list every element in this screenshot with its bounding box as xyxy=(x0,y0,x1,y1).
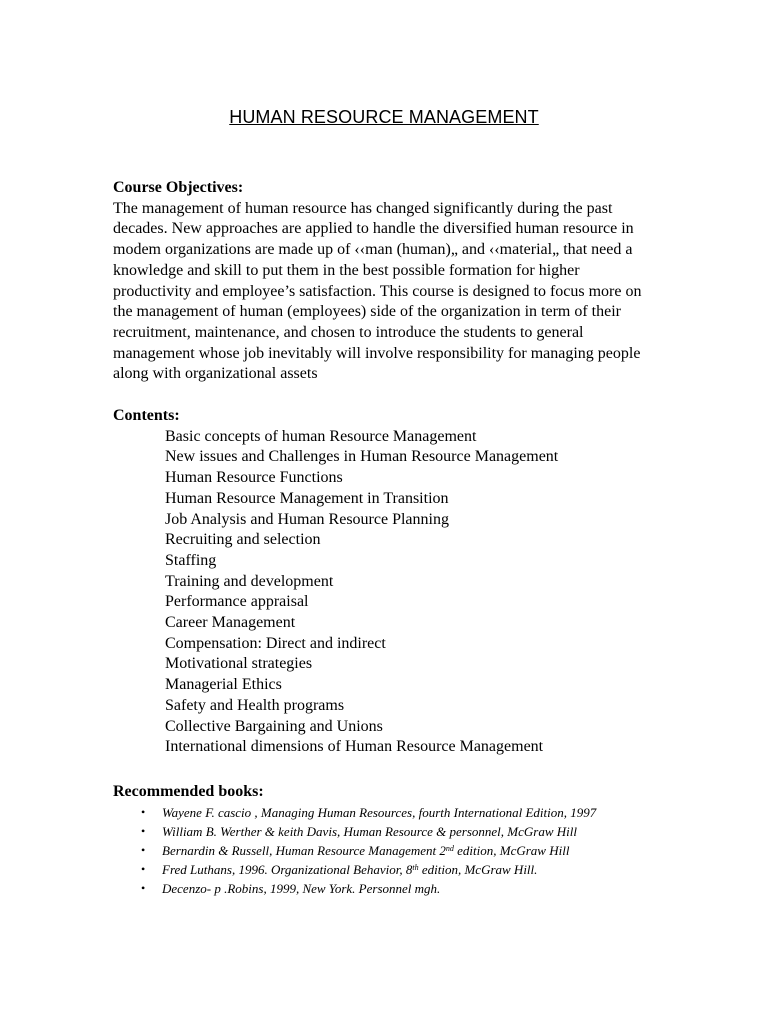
recommended-books-section xyxy=(113,782,653,898)
contents-heading: Contents: xyxy=(113,407,180,424)
book-citation-rest: edition, McGraw Hill xyxy=(453,842,570,858)
book-citation: Wayene F. cascio , Managing Human Resources, fourth International Edition, 1997 xyxy=(162,804,597,820)
book-citation: Decenzo- p .Robins, 1999, New York. Personnel mgh. xyxy=(162,880,441,896)
contents-item: Collective Bargaining and Unions xyxy=(165,717,383,735)
books-list xyxy=(113,803,653,898)
contents-item: Safety and Health programs xyxy=(165,696,345,714)
bullet-icon: • xyxy=(141,880,146,895)
course-objectives-heading: Course Objectives: xyxy=(113,179,244,196)
contents-item: Managerial Ethics xyxy=(165,676,282,694)
book-item xyxy=(113,841,653,860)
bullet-icon: • xyxy=(141,823,146,838)
book-citation: Bernardin & Russell, Human Resource Management 2 xyxy=(162,842,446,858)
contents-item: Career Management xyxy=(165,614,296,632)
contents-list xyxy=(113,427,673,758)
contents-item: Human Resource Management in Transition xyxy=(165,489,449,507)
bullet-icon: • xyxy=(141,861,146,876)
contents-item: Job Analysis and Human Resource Planning xyxy=(165,510,449,528)
contents-item: New issues and Challenges in Human Resource Management xyxy=(165,448,559,466)
book-item xyxy=(113,803,653,822)
course-objectives-text: The management of human resource has changed significantly during the past decades. New approaches are applied to handle the diversified human resource in modem organizations are made up of ‹‹man (human)„ and ‹‹material„ that need a knowledge and skill to put them in the best possible formation for higher productivity and employee’s satisfaction. This course is designed to focus more on the management of human (employees) side of the organization in term of their recruitment, maintenance, and chosen to introduce the students to general management whose job inevitably will involve responsibility for managing people along with organizational assets xyxy=(113,199,642,383)
book-citation: Fred Luthans, 1996. Organizational Behavior, 8 xyxy=(162,861,413,877)
contents-item: Compensation: Direct and indirect xyxy=(165,634,386,652)
book-item xyxy=(113,860,653,879)
ordinal-suffix: th xyxy=(412,862,419,872)
book-item xyxy=(113,879,653,898)
ordinal-suffix: nd xyxy=(445,843,454,853)
bullet-icon: • xyxy=(141,804,146,819)
book-citation-rest: edition, McGraw Hill. xyxy=(418,861,538,877)
course-objectives-section xyxy=(113,178,658,385)
bullet-icon: • xyxy=(141,842,146,857)
recommended-books-heading: Recommended books: xyxy=(113,783,264,800)
contents-item: Motivational strategies xyxy=(165,655,313,673)
book-item xyxy=(113,822,653,841)
book-citation: William B. Werther & keith Davis, Human Resource & personnel, McGraw Hill xyxy=(162,823,577,839)
contents-section xyxy=(113,406,673,758)
document-title: HUMAN RESOURCE MANAGEMENT xyxy=(229,107,539,127)
contents-item: Staffing xyxy=(165,551,217,569)
contents-item: Recruiting and selection xyxy=(165,531,321,549)
contents-item: Basic concepts of human Resource Management xyxy=(165,427,477,445)
contents-item: Human Resource Functions xyxy=(165,469,343,487)
contents-item: International dimensions of Human Resource Management xyxy=(165,738,544,756)
contents-item: Performance appraisal xyxy=(165,593,309,611)
contents-item: Training and development xyxy=(165,572,334,590)
